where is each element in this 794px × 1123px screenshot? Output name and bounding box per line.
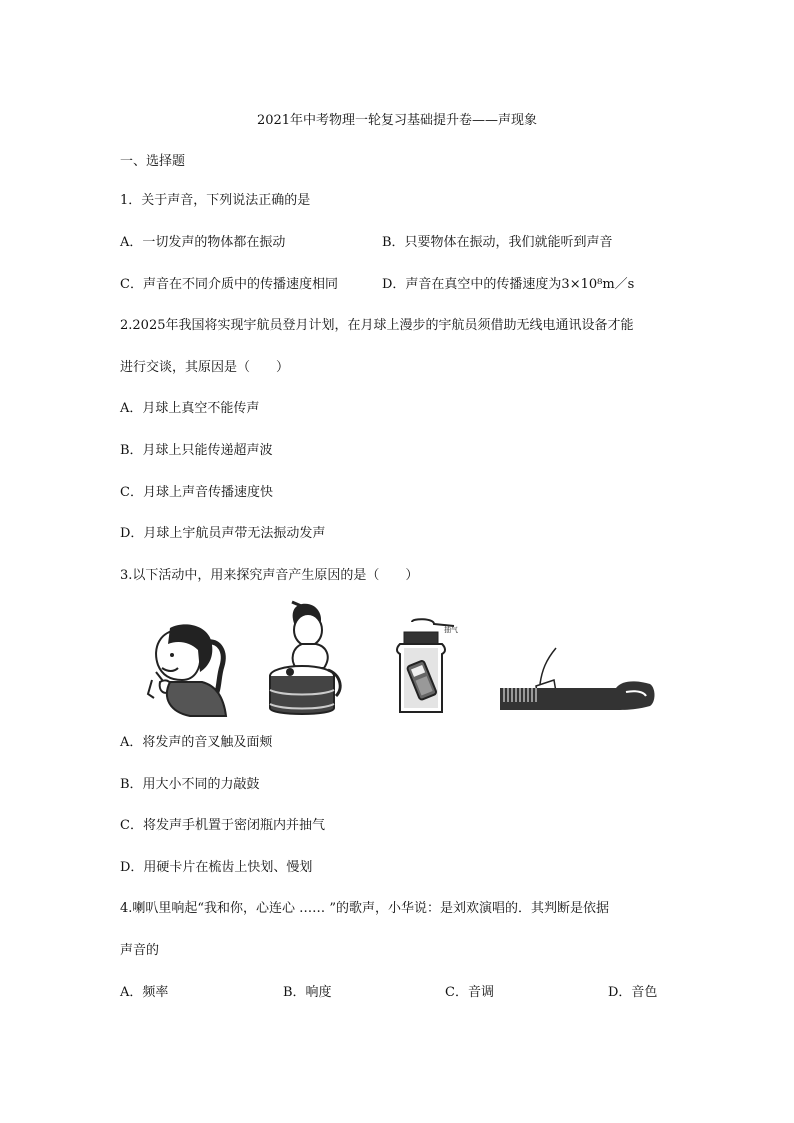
q3-option-d: D．用硬卡片在梳齿上快划、慢划	[120, 860, 313, 875]
page-title: 2021年中考物理一轮复习基础提升卷——声现象	[256, 113, 538, 128]
question-3-stem: 3.以下活动中，用来探究声音产生原因的是（ ）	[120, 568, 419, 583]
phone-in-jar-illustration	[388, 618, 460, 718]
q1-option-d: D．声音在真空中的传播速度为3×10⁸m／s	[382, 277, 635, 292]
q2-option-d: D．月球上宇航员声带无法振动发声	[120, 526, 326, 541]
section-heading: 一、选择题	[120, 154, 186, 169]
q1-option-c: C．声音在不同介质中的传播速度相同	[120, 277, 338, 292]
comb-card-illustration	[496, 640, 658, 714]
q3-option-b: B．用大小不同的力敲鼓	[120, 777, 260, 792]
question-1-stem: 1．关于声音，下列说法正确的是	[120, 193, 311, 208]
q4-option-d: D．音色	[608, 985, 658, 1000]
q1-option-b: B．只要物体在振动，我们就能听到声音	[382, 235, 613, 250]
drum-illustration	[262, 598, 346, 720]
q2-option-b: B．月球上只能传递超声波	[120, 443, 273, 458]
q4-option-a: A．频率	[120, 985, 169, 1000]
question-2-stem-line2: 进行交谈，其原因是（ ）	[120, 360, 290, 375]
pump-label: 抽气	[444, 626, 458, 634]
q3-option-c: C．将发声手机置于密闭瓶内并抽气	[120, 818, 325, 833]
q4-option-c: C．音调	[445, 985, 494, 1000]
q3-option-a: A．将发声的音叉触及面颊	[120, 735, 273, 750]
q2-option-c: C．月球上声音传播速度快	[120, 485, 273, 500]
question-4-stem-line2: 声音的	[120, 943, 160, 958]
tuning-fork-face-illustration	[140, 620, 230, 718]
question-2-stem-line1: 2.2025年我国将实现宇航员登月计划，在月球上漫步的宇航员须借助无线电通讯设备才能	[120, 318, 634, 333]
q1-option-a: A．一切发声的物体都在振动	[120, 235, 286, 250]
q2-option-a: A．月球上真空不能传声	[120, 401, 260, 416]
q4-option-b: B．响度	[283, 985, 332, 1000]
question-4-stem-line1: 4.喇叭里响起“我和你，心连心 …… ”的歌声，小华说：是刘欢演唱的．其判断是依据	[120, 901, 609, 916]
